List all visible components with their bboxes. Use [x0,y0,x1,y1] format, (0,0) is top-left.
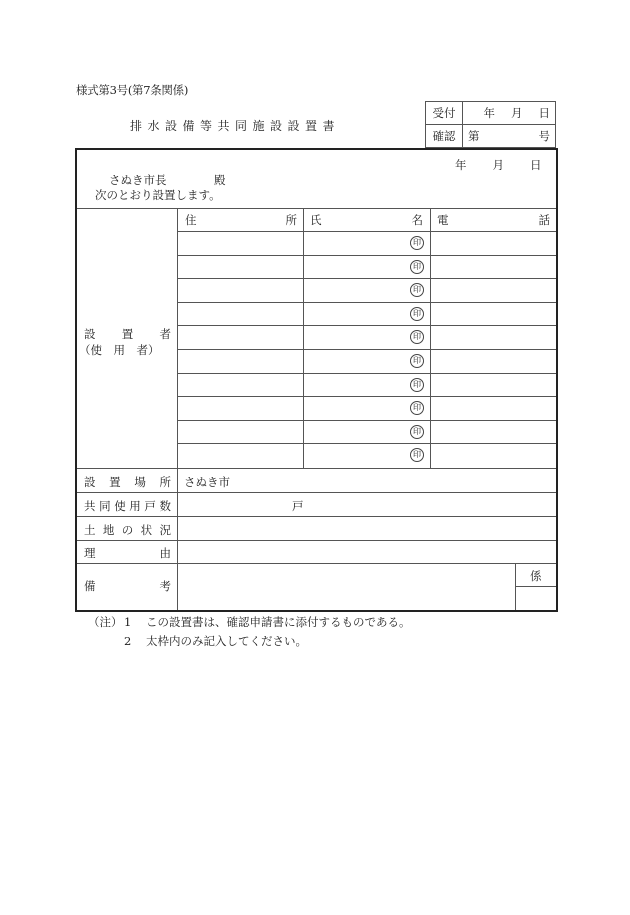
divider [177,208,178,610]
note-text: この設置書は、確認申請書に添付するものである。 [146,615,411,629]
staff-stamp-field[interactable] [517,588,554,608]
phone-field[interactable] [433,376,551,394]
address-field[interactable] [180,399,300,417]
land-status-field[interactable] [184,522,544,538]
phone-field[interactable] [433,399,551,417]
divider [77,208,556,209]
seal-icon: 印 [410,260,424,274]
column-header-address: 住 所 [185,213,297,227]
notes-prefix: （注） [88,615,123,629]
phone-field[interactable] [433,423,551,441]
seal-icon: 印 [410,401,424,415]
reason-field[interactable] [184,545,544,561]
name-field[interactable] [306,446,406,464]
row-divider [178,349,556,350]
name-field[interactable] [306,423,406,441]
name-field[interactable] [306,305,406,323]
name-field[interactable] [306,328,406,346]
page-title: 排水設備等共同施設設置書 [130,119,341,133]
address-field[interactable] [180,305,300,323]
receipt-box [425,101,556,148]
row-divider [178,231,556,232]
number-suffix: 号 [538,129,550,143]
households-field[interactable]: 戸 [292,499,304,513]
row-divider [178,278,556,279]
seal-icon: 印 [410,283,424,297]
row-divider [178,396,556,397]
phone-field[interactable] [433,446,551,464]
divider [77,540,556,541]
seal-icon: 印 [410,448,424,462]
day-label: 日 [538,106,550,120]
application-form [75,148,558,612]
received-date-field[interactable] [463,102,556,125]
field-label-land-status: 土 地 の 状 況 [84,523,171,537]
remarks-field[interactable] [184,570,504,606]
row-divider [178,373,556,374]
year-label: 年 [455,158,467,172]
row-divider [178,255,556,256]
number-prefix: 第 [468,129,480,143]
row-divider [178,325,556,326]
name-field[interactable] [306,234,406,252]
row-divider [178,443,556,444]
day-label: 日 [530,158,542,172]
address-field[interactable] [180,281,300,299]
confirmed-number-field[interactable] [463,125,556,148]
phone-field[interactable] [433,234,551,252]
name-field[interactable] [306,352,406,370]
name-field[interactable] [306,258,406,276]
confirmed-label: 確認 [426,125,463,148]
note-number: 1 [124,615,132,629]
divider [515,586,556,587]
name-field[interactable] [306,281,406,299]
month-label: 月 [492,158,504,172]
received-label: 受付 [426,102,463,125]
phone-field[interactable] [433,258,551,276]
name-field[interactable] [306,399,406,417]
address-field[interactable] [180,328,300,346]
column-header-phone: 電 話 [437,213,550,227]
seal-icon: 印 [410,425,424,439]
phone-field[interactable] [433,352,551,370]
user-label: （使 用 者） [79,343,160,357]
installer-label: 設 置 者 [84,327,171,341]
seal-icon: 印 [410,236,424,250]
phone-field[interactable] [433,328,551,346]
statement: 次のとおり設置します。 [95,188,221,202]
divider [77,468,556,469]
phone-field[interactable] [433,305,551,323]
seal-icon: 印 [410,378,424,392]
month-label: 月 [511,106,523,120]
divider [77,492,556,493]
field-label-remarks: 備 考 [84,579,171,593]
address-field[interactable] [180,258,300,276]
seal-icon: 印 [410,354,424,368]
address-field[interactable] [180,423,300,441]
name-field[interactable] [306,376,406,394]
form-number: 様式第3号(第7条関係) [76,83,189,97]
divider [303,208,304,468]
note-number: 2 [124,634,132,648]
location-field[interactable]: さぬき市 [184,475,230,489]
address-field[interactable] [180,376,300,394]
phone-field[interactable] [433,281,551,299]
field-label-location: 設 置 場 所 [84,475,171,489]
field-label-shared-households: 共 同 使 用 戸 数 [84,499,171,513]
column-header-name: 氏 名 [310,213,423,227]
divider [77,563,556,564]
address-field[interactable] [180,446,300,464]
address-field[interactable] [180,234,300,252]
seal-icon: 印 [410,307,424,321]
divider [430,208,431,468]
addressee: さぬき市長 [109,173,167,187]
row-divider [178,420,556,421]
honorific: 殿 [214,173,226,187]
row-divider [178,302,556,303]
address-field[interactable] [180,352,300,370]
seal-icon: 印 [410,330,424,344]
divider [77,516,556,517]
year-label: 年 [483,106,495,120]
field-label-reason: 理 由 [84,546,171,560]
staff-label: 係 [530,569,542,583]
note-text: 太枠内のみ記入してください。 [146,634,307,648]
application-date-field[interactable] [455,157,542,173]
notes [88,613,411,651]
